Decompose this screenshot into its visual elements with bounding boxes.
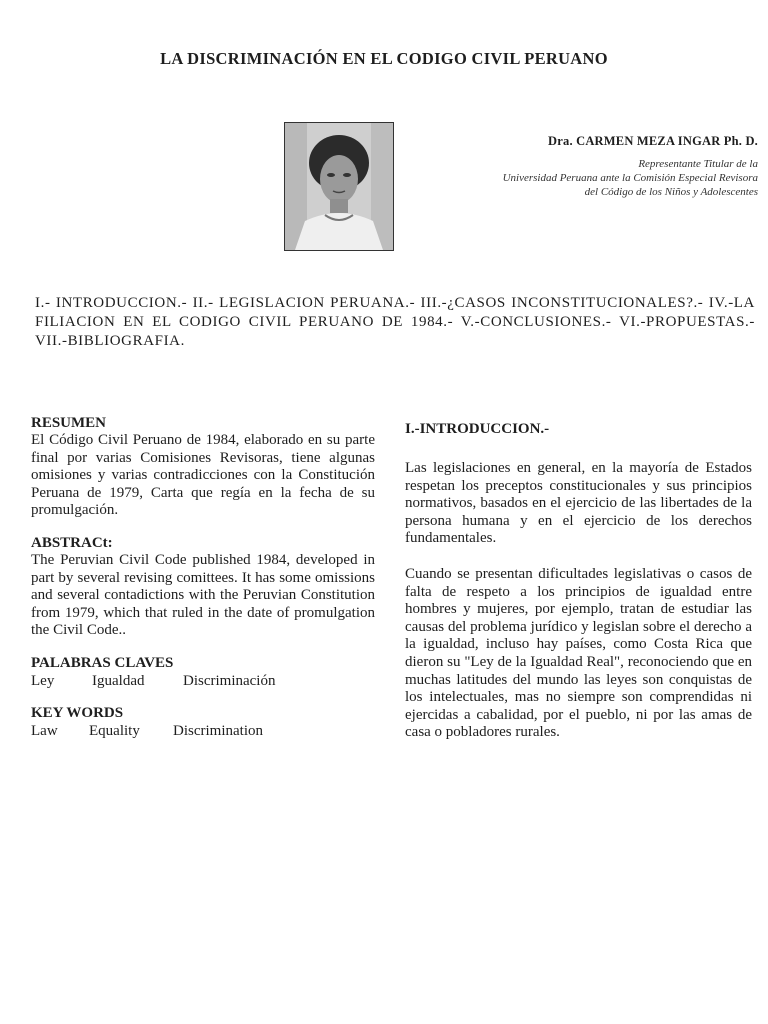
palabras-claves-list <box>31 672 375 690</box>
palabras-claves-heading: PALABRAS CLAVES <box>31 654 174 671</box>
left-column <box>31 414 375 740</box>
keyword: Ley <box>31 672 55 689</box>
keyword: Discriminación <box>183 672 276 689</box>
introduccion-heading: I.-INTRODUCCION.- <box>405 421 550 437</box>
key-words-heading: KEY WORDS <box>31 704 124 721</box>
article-title: LA DISCRIMINACIÓN EN EL CODIGO CIVIL PERUANO <box>160 49 608 68</box>
keyword: Equality <box>89 722 140 739</box>
author-name: Dra. CARMEN MEZA INGAR Ph. D. <box>548 134 758 148</box>
table-of-contents: I.- INTRODUCCION.- II.- LEGISLACION PERUANA.- III.-¿CASOS INCONSTITUCIONALES?.- IV.-LA FILIACION EN EL CODIGO CIVIL PERUANO DE 1984.- V.-CONCLUSIONES.- VI.-PROPUESTAS.- VII.-BIBLIOGRAFIA. <box>35 295 755 349</box>
resumen-heading: RESUMEN <box>31 415 107 431</box>
introduccion-paragraph: Cuando se presentan dificultades legislativas o casos de falta de respeto a los principios de igualdad entre hombres y mujeres, por ejemplo, tratan de estudiar las causas del problema jurídico y legislan sobre el derecho a la igualdad, incluso hay países, como Costa Rica que dieron su "Ley de la Igualdad Real", reconociendo que en muchas latitudes del mundo las leyes son conquistas de los intelectuales, mas no siempre son comprendidas ni ejercidas a cabalidad, por el pueblo, ni por las amas de casa o pobladores rurales. <box>405 565 752 741</box>
author-role-line: del Código de los Niños y Adolescentes <box>584 186 758 198</box>
right-column <box>405 420 752 742</box>
introduccion-paragraph: Las legislaciones en general, en la mayoría de Estados respetan los preceptos constitucionales y sus principios normativos, basados en el ejercicio de las libertades de la persona humana y en el ejercicio de los derechos fundamentales. <box>405 460 752 547</box>
keyword: Law <box>31 722 58 739</box>
keyword: Discrimination <box>173 722 263 739</box>
key-words-list <box>31 722 375 740</box>
author-role-line: Universidad Peruana ante la Comisión Especial Revisora <box>502 172 758 184</box>
abstract-text: The Peruvian Civil Code published 1984, developed in part by several revising comittees. It has some omissions and several contadictions with the Peruvian Constitution from 1979, which that ruled in the date of promulgation the Civil Code.. <box>31 551 375 639</box>
author-role-line: Representante Titular de la <box>638 158 758 170</box>
abstract-heading: ABSTRACt: <box>31 534 113 551</box>
resumen-text: El Código Civil Peruano de 1984, elaborado en su parte final por varias Comisiones Revisoras, tiene algunas omisiones y varias contradicciones con la Constitución Peruana de 1979, Carta que regía en la fecha de su promulgación. <box>31 432 375 519</box>
keyword: Igualdad <box>92 672 145 689</box>
author-block <box>378 134 758 199</box>
